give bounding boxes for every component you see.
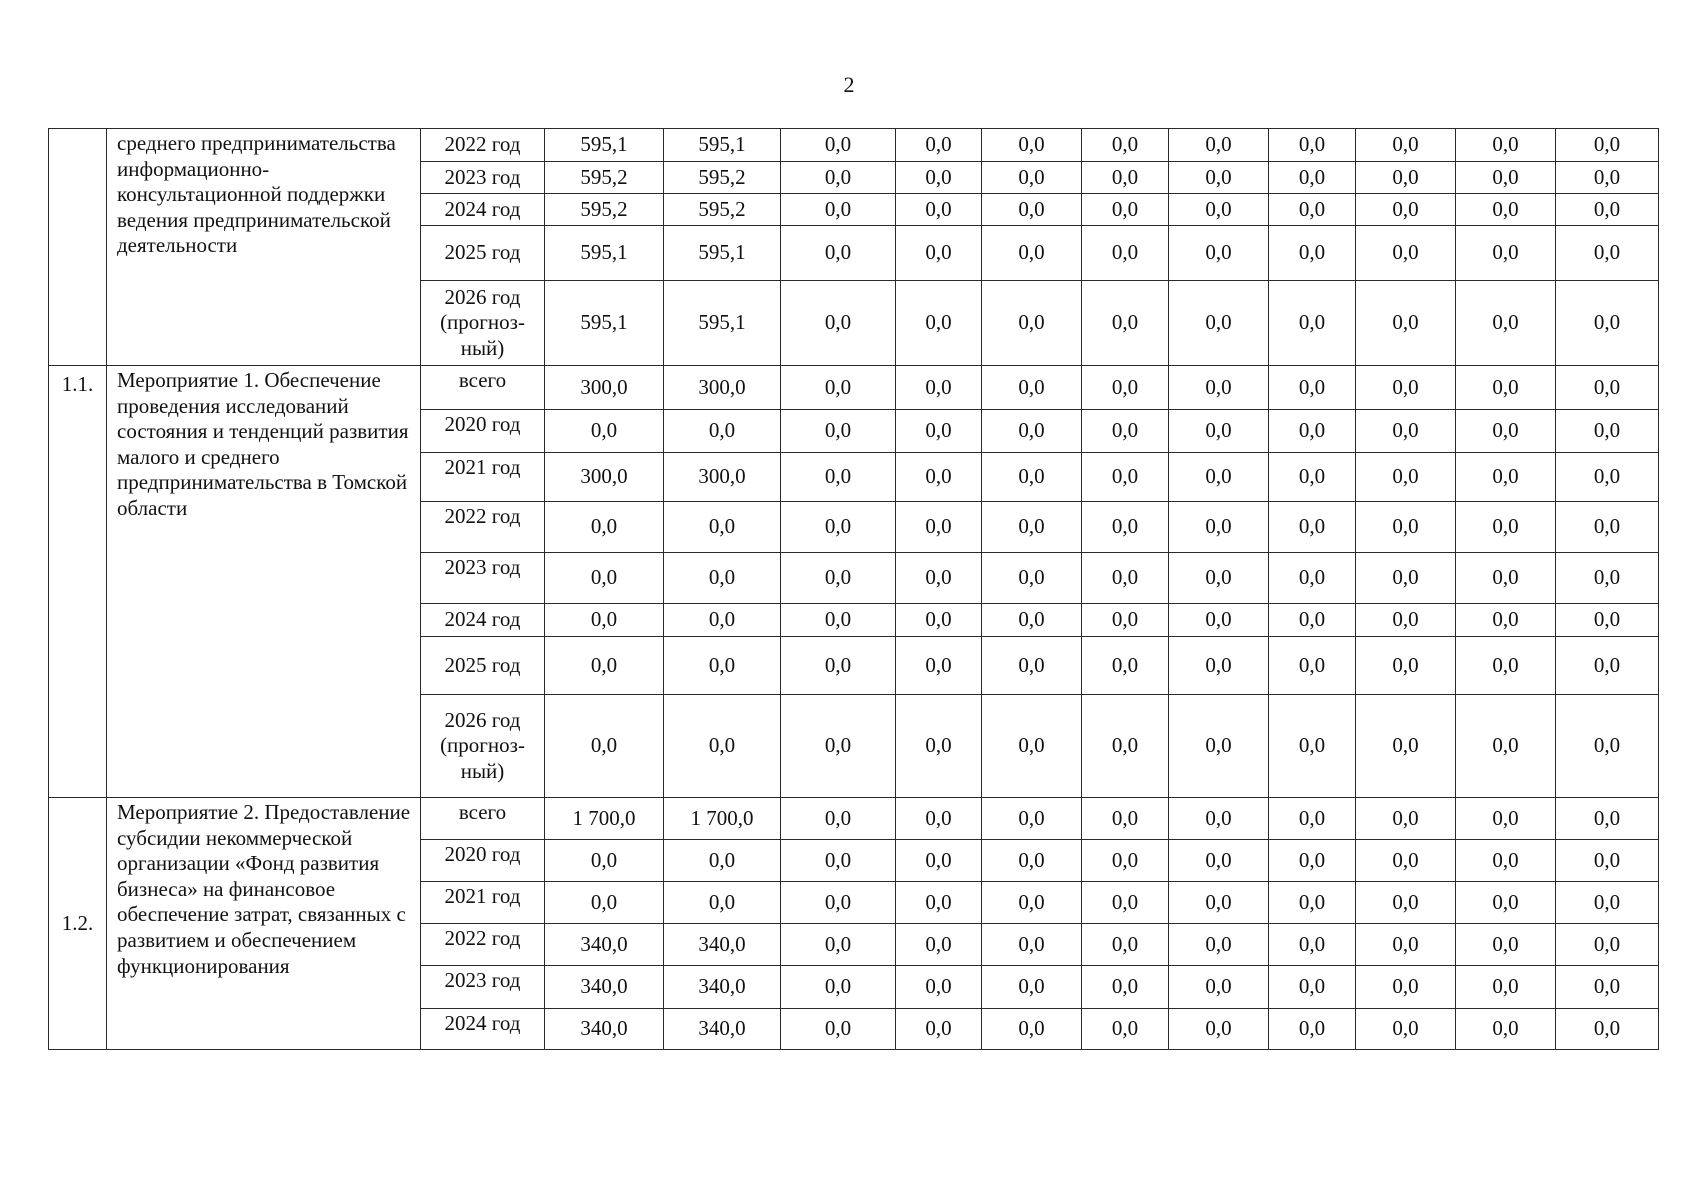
value-cell: 0,0: [1169, 1009, 1269, 1050]
value-cell: 0,0: [1169, 553, 1269, 604]
value-cell: 340,0: [545, 1009, 664, 1050]
value-cell: 0,0: [1456, 966, 1556, 1009]
value-cell: 0,0: [1556, 281, 1659, 366]
value-cell: 0,0: [982, 637, 1082, 695]
value-cell: 0,0: [545, 840, 664, 882]
value-cell: 0,0: [545, 502, 664, 553]
value-cell: 0,0: [1356, 281, 1456, 366]
value-cell: 0,0: [781, 966, 896, 1009]
value-cell: 0,0: [982, 366, 1082, 410]
value-cell: 0,0: [1356, 798, 1456, 840]
year-cell: 2021 год: [421, 882, 545, 924]
value-cell: 0,0: [1456, 604, 1556, 637]
value-cell: 0,0: [1269, 882, 1356, 924]
value-cell: 0,0: [1169, 695, 1269, 798]
value-cell: 0,0: [664, 882, 781, 924]
value-cell: 0,0: [982, 410, 1082, 453]
value-cell: 0,0: [1082, 840, 1169, 882]
value-cell: 300,0: [664, 453, 781, 502]
value-cell: 0,0: [545, 553, 664, 604]
value-cell: 0,0: [545, 604, 664, 637]
value-cell: 0,0: [1082, 453, 1169, 502]
year-cell: всего: [421, 798, 545, 840]
value-cell: 0,0: [781, 604, 896, 637]
value-cell: 595,1: [664, 281, 781, 366]
value-cell: 0,0: [982, 840, 1082, 882]
value-cell: 595,1: [664, 129, 781, 162]
value-cell: 0,0: [896, 502, 982, 553]
value-cell: 0,0: [1356, 924, 1456, 966]
value-cell: 0,0: [1456, 162, 1556, 194]
value-cell: 300,0: [664, 366, 781, 410]
value-cell: 0,0: [781, 162, 896, 194]
value-cell: 0,0: [1556, 882, 1659, 924]
value-cell: 0,0: [1269, 162, 1356, 194]
value-cell: 0,0: [781, 194, 896, 226]
value-cell: 1 700,0: [545, 798, 664, 840]
value-cell: 0,0: [1269, 604, 1356, 637]
value-cell: 0,0: [982, 604, 1082, 637]
value-cell: 0,0: [781, 129, 896, 162]
value-cell: 595,1: [545, 129, 664, 162]
year-cell: всего: [421, 366, 545, 410]
value-cell: 0,0: [1356, 695, 1456, 798]
item-number-cell: 1.2.: [49, 798, 107, 1050]
value-cell: 0,0: [1556, 453, 1659, 502]
value-cell: 0,0: [1356, 226, 1456, 281]
value-cell: 0,0: [1556, 162, 1659, 194]
value-cell: 0,0: [1456, 1009, 1556, 1050]
budget-table: [48, 128, 1659, 1050]
value-cell: 0,0: [1082, 1009, 1169, 1050]
value-cell: 0,0: [1456, 798, 1556, 840]
value-cell: 0,0: [1169, 637, 1269, 695]
value-cell: 0,0: [982, 966, 1082, 1009]
value-cell: 0,0: [1169, 966, 1269, 1009]
value-cell: 0,0: [896, 1009, 982, 1050]
value-cell: 0,0: [1556, 966, 1659, 1009]
value-cell: 300,0: [545, 453, 664, 502]
item-number-cell: 1.1.: [49, 366, 107, 798]
value-cell: 0,0: [1556, 366, 1659, 410]
value-cell: 595,2: [545, 194, 664, 226]
value-cell: 0,0: [1356, 553, 1456, 604]
value-cell: 0,0: [982, 695, 1082, 798]
value-cell: 595,1: [664, 226, 781, 281]
value-cell: 0,0: [1456, 695, 1556, 798]
year-cell: 2022 год: [421, 502, 545, 553]
value-cell: 0,0: [1269, 637, 1356, 695]
value-cell: 0,0: [664, 840, 781, 882]
value-cell: 0,0: [896, 604, 982, 637]
value-cell: 595,1: [545, 281, 664, 366]
year-cell: 2022 год: [421, 129, 545, 162]
value-cell: 0,0: [1356, 502, 1456, 553]
value-cell: 0,0: [781, 798, 896, 840]
value-cell: 0,0: [1269, 840, 1356, 882]
value-cell: 0,0: [1269, 281, 1356, 366]
value-cell: 0,0: [1356, 453, 1456, 502]
year-cell: 2025 год: [421, 637, 545, 695]
value-cell: 595,2: [664, 162, 781, 194]
value-cell: 0,0: [1456, 129, 1556, 162]
value-cell: 0,0: [1456, 366, 1556, 410]
value-cell: 300,0: [545, 366, 664, 410]
value-cell: 0,0: [1082, 129, 1169, 162]
value-cell: 0,0: [1169, 194, 1269, 226]
value-cell: 0,0: [1556, 553, 1659, 604]
value-cell: 0,0: [1169, 281, 1269, 366]
value-cell: 0,0: [1269, 226, 1356, 281]
value-cell: 0,0: [1082, 924, 1169, 966]
value-cell: 0,0: [1356, 129, 1456, 162]
value-cell: 0,0: [982, 162, 1082, 194]
value-cell: 0,0: [1082, 366, 1169, 410]
value-cell: 0,0: [1169, 162, 1269, 194]
year-cell: 2023 год: [421, 162, 545, 194]
value-cell: 0,0: [982, 1009, 1082, 1050]
item-number-cell: [49, 129, 107, 366]
value-cell: 0,0: [1356, 194, 1456, 226]
year-cell: 2020 год: [421, 840, 545, 882]
value-cell: 0,0: [1356, 1009, 1456, 1050]
value-cell: 0,0: [664, 553, 781, 604]
year-cell: 2024 год: [421, 1009, 545, 1050]
value-cell: 0,0: [1556, 129, 1659, 162]
value-cell: 0,0: [781, 840, 896, 882]
value-cell: 0,0: [982, 798, 1082, 840]
value-cell: 0,0: [781, 281, 896, 366]
year-cell: 2024 год: [421, 604, 545, 637]
value-cell: 0,0: [982, 553, 1082, 604]
value-cell: 0,0: [664, 502, 781, 553]
value-cell: 0,0: [781, 924, 896, 966]
value-cell: 0,0: [1169, 798, 1269, 840]
year-cell: 2020 год: [421, 410, 545, 453]
value-cell: 0,0: [982, 194, 1082, 226]
value-cell: 0,0: [781, 553, 896, 604]
value-cell: 0,0: [1169, 366, 1269, 410]
item-name-cell: среднего предпринимательства информационно-консультационной поддержки ведения предпринимательской деятельности: [107, 129, 421, 366]
value-cell: 1 700,0: [664, 798, 781, 840]
value-cell: 0,0: [982, 882, 1082, 924]
value-cell: 0,0: [1169, 502, 1269, 553]
value-cell: 0,0: [1556, 840, 1659, 882]
value-cell: 0,0: [1082, 281, 1169, 366]
table-row: [49, 798, 1659, 840]
value-cell: 0,0: [982, 924, 1082, 966]
value-cell: 0,0: [1356, 162, 1456, 194]
value-cell: 340,0: [664, 966, 781, 1009]
value-cell: 0,0: [1269, 502, 1356, 553]
value-cell: 0,0: [1356, 882, 1456, 924]
value-cell: 0,0: [896, 553, 982, 604]
value-cell: 0,0: [1456, 281, 1556, 366]
value-cell: 0,0: [1356, 366, 1456, 410]
value-cell: 0,0: [1356, 410, 1456, 453]
value-cell: 340,0: [664, 924, 781, 966]
value-cell: 0,0: [545, 637, 664, 695]
value-cell: 0,0: [896, 695, 982, 798]
value-cell: 0,0: [781, 882, 896, 924]
value-cell: 0,0: [1269, 553, 1356, 604]
value-cell: 0,0: [982, 281, 1082, 366]
value-cell: 0,0: [1356, 604, 1456, 637]
year-cell: 2026 год (прогноз-ный): [421, 695, 545, 798]
page-number: 2: [843, 72, 855, 97]
value-cell: 0,0: [896, 194, 982, 226]
value-cell: 0,0: [781, 502, 896, 553]
value-cell: 0,0: [545, 695, 664, 798]
value-cell: 0,0: [1169, 129, 1269, 162]
value-cell: 0,0: [1082, 604, 1169, 637]
value-cell: 0,0: [781, 637, 896, 695]
value-cell: 0,0: [1456, 840, 1556, 882]
year-cell: 2024 год: [421, 194, 545, 226]
value-cell: 340,0: [545, 966, 664, 1009]
value-cell: 595,2: [545, 162, 664, 194]
value-cell: 0,0: [1456, 410, 1556, 453]
value-cell: 0,0: [896, 366, 982, 410]
table-row: [49, 129, 1659, 162]
value-cell: 0,0: [1356, 840, 1456, 882]
value-cell: 0,0: [1169, 924, 1269, 966]
value-cell: 0,0: [1269, 366, 1356, 410]
value-cell: 0,0: [1082, 502, 1169, 553]
value-cell: 0,0: [1456, 453, 1556, 502]
value-cell: 0,0: [1269, 194, 1356, 226]
value-cell: 0,0: [1556, 637, 1659, 695]
value-cell: 0,0: [1556, 410, 1659, 453]
value-cell: 0,0: [1169, 882, 1269, 924]
value-cell: 0,0: [896, 281, 982, 366]
value-cell: 0,0: [1356, 637, 1456, 695]
value-cell: 0,0: [1269, 453, 1356, 502]
value-cell: 0,0: [896, 840, 982, 882]
value-cell: 0,0: [1556, 924, 1659, 966]
value-cell: 0,0: [896, 129, 982, 162]
value-cell: 0,0: [781, 226, 896, 281]
value-cell: 0,0: [1269, 410, 1356, 453]
value-cell: 595,2: [664, 194, 781, 226]
value-cell: 0,0: [1082, 695, 1169, 798]
value-cell: 0,0: [896, 162, 982, 194]
value-cell: 0,0: [1082, 410, 1169, 453]
value-cell: 0,0: [1456, 553, 1556, 604]
value-cell: 0,0: [1556, 1009, 1659, 1050]
value-cell: 0,0: [982, 453, 1082, 502]
value-cell: 0,0: [1456, 882, 1556, 924]
value-cell: 0,0: [664, 410, 781, 453]
value-cell: 0,0: [1456, 226, 1556, 281]
value-cell: 0,0: [664, 604, 781, 637]
value-cell: 0,0: [982, 226, 1082, 281]
value-cell: 0,0: [1269, 798, 1356, 840]
value-cell: 0,0: [1456, 194, 1556, 226]
value-cell: 0,0: [1082, 882, 1169, 924]
value-cell: 0,0: [896, 637, 982, 695]
value-cell: 0,0: [781, 366, 896, 410]
value-cell: 0,0: [982, 129, 1082, 162]
value-cell: 0,0: [781, 410, 896, 453]
value-cell: 0,0: [545, 410, 664, 453]
value-cell: 0,0: [1456, 637, 1556, 695]
value-cell: 0,0: [1269, 924, 1356, 966]
value-cell: 0,0: [1082, 798, 1169, 840]
year-cell: 2023 год: [421, 553, 545, 604]
year-cell: 2025 год: [421, 226, 545, 281]
value-cell: 0,0: [1556, 226, 1659, 281]
value-cell: 0,0: [664, 695, 781, 798]
value-cell: 0,0: [1169, 226, 1269, 281]
value-cell: 0,0: [781, 453, 896, 502]
value-cell: 340,0: [664, 1009, 781, 1050]
value-cell: 0,0: [982, 502, 1082, 553]
value-cell: 0,0: [1082, 966, 1169, 1009]
value-cell: 0,0: [781, 1009, 896, 1050]
value-cell: 0,0: [1456, 502, 1556, 553]
table-row: [49, 366, 1659, 410]
value-cell: 0,0: [781, 695, 896, 798]
value-cell: 0,0: [1082, 226, 1169, 281]
value-cell: 0,0: [1356, 966, 1456, 1009]
value-cell: 0,0: [1169, 604, 1269, 637]
value-cell: 0,0: [1082, 553, 1169, 604]
value-cell: 0,0: [896, 410, 982, 453]
item-name-cell: Мероприятие 2. Предоставление субсидии некоммерческой организации «Фонд развития бизнеса» на финансовое обеспечение затрат, связанных с развитием и обеспечением функционирования: [107, 798, 421, 1050]
value-cell: 0,0: [896, 798, 982, 840]
value-cell: 0,0: [1269, 1009, 1356, 1050]
value-cell: 0,0: [1082, 162, 1169, 194]
value-cell: 0,0: [1556, 604, 1659, 637]
value-cell: 0,0: [1556, 194, 1659, 226]
value-cell: 0,0: [1556, 695, 1659, 798]
value-cell: 0,0: [545, 882, 664, 924]
value-cell: 0,0: [896, 924, 982, 966]
year-cell: 2022 год: [421, 924, 545, 966]
value-cell: 0,0: [1456, 924, 1556, 966]
value-cell: 0,0: [1269, 695, 1356, 798]
value-cell: 0,0: [1269, 966, 1356, 1009]
value-cell: 0,0: [1082, 637, 1169, 695]
value-cell: 0,0: [1169, 840, 1269, 882]
value-cell: 0,0: [896, 882, 982, 924]
value-cell: 0,0: [1169, 453, 1269, 502]
value-cell: 0,0: [1169, 410, 1269, 453]
value-cell: 0,0: [1556, 798, 1659, 840]
year-cell: 2023 год: [421, 966, 545, 1009]
table-body: [49, 129, 1659, 1050]
value-cell: 0,0: [664, 637, 781, 695]
value-cell: 0,0: [1556, 502, 1659, 553]
value-cell: 0,0: [1269, 129, 1356, 162]
value-cell: 0,0: [1082, 194, 1169, 226]
item-name-cell: Мероприятие 1. Обеспечение проведения исследований состояния и тенденций развития малого и среднего предпринимательства в Томской области: [107, 366, 421, 798]
value-cell: 0,0: [896, 966, 982, 1009]
value-cell: 595,1: [545, 226, 664, 281]
year-cell: 2026 год (прогноз-ный): [421, 281, 545, 366]
value-cell: 340,0: [545, 924, 664, 966]
value-cell: 0,0: [896, 226, 982, 281]
year-cell: 2021 год: [421, 453, 545, 502]
value-cell: 0,0: [896, 453, 982, 502]
